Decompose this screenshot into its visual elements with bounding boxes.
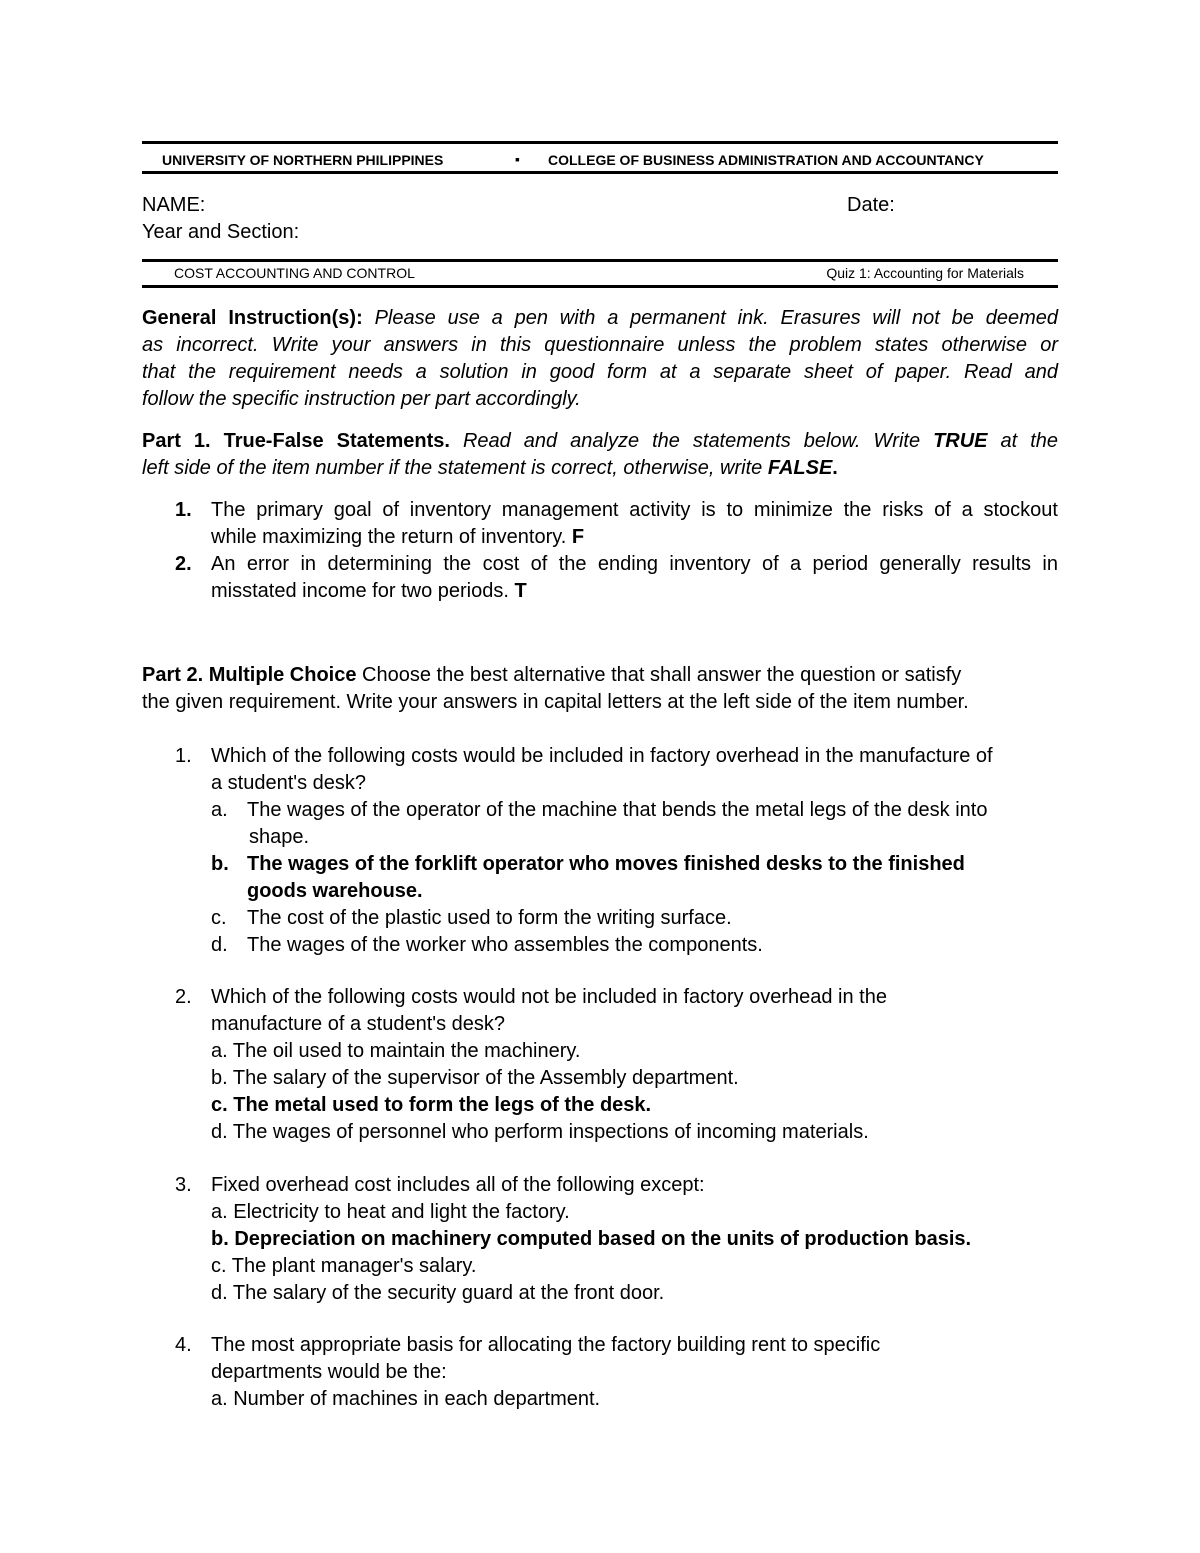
header-top-rule: [142, 141, 1058, 144]
separator-bullet: ▪: [515, 151, 520, 167]
quiz-title: Quiz 1: Accounting for Materials: [826, 265, 1024, 281]
part1-instructions: Part 1. True-False Statements. Read and analyze the statements below. Write TRUE at the left side of the item number if the statement is correct, otherwise, write FALSE.: [142, 430, 1058, 479]
part2-label: Part 2. Multiple Choice: [142, 664, 357, 686]
tf-answer-1: F: [571, 526, 585, 548]
general-instructions-label: General Instruction(s):: [142, 307, 363, 329]
course-title: COST ACCOUNTING AND CONTROL: [174, 265, 415, 281]
q2-option-b: b. The salary of the supervisor of the Assembly department.: [211, 1067, 739, 1089]
q3-option-d: d. The salary of the security guard at the front door.: [211, 1282, 665, 1304]
college-name: COLLEGE OF BUSINESS ADMINISTRATION AND ACCOUNTANCY: [548, 152, 984, 168]
university-name: UNIVERSITY OF NORTHERN PHILIPPINES: [162, 152, 444, 168]
tf-answer-2: T: [514, 580, 527, 602]
q1-option-b: b. The wages of the forklift operator who moves finished desks to the finished: [211, 853, 965, 875]
q2-option-a: a. The oil used to maintain the machinery.: [211, 1040, 581, 1062]
q3-option-a: a. Electricity to heat and light the factory.: [211, 1201, 570, 1223]
q1-option-d: d. The wages of the worker who assembles the components.: [211, 934, 763, 956]
part1-label: Part 1. True-False Statements.: [142, 430, 450, 452]
course-bottom-rule: [142, 285, 1058, 288]
course-top-rule: [142, 259, 1058, 262]
general-instructions: General Instruction(s): Please use a pen with a permanent ink. Erasures will not be deemed as incorrect. Write your answers in this questionnaire unless the problem states otherwise or that the requirement needs a solution in good form at a separate sheet of paper. Read and follow the specific instruction per part accordingly.: [142, 307, 1058, 410]
year-section-label: Year and Section:: [142, 221, 300, 243]
name-label: NAME:: [142, 194, 206, 216]
part2-instructions: Part 2. Multiple Choice Choose the best alternative that shall answer the question or satisfy the given requirement. Write your answers in capital letters at the left side of the item number.: [142, 664, 969, 713]
q3-option-b: b. Depreciation on machinery computed based on the units of production basis.: [211, 1228, 972, 1250]
q1-option-a: a. The wages of the operator of the machine that bends the metal legs of the desk into: [211, 799, 988, 821]
q1-option-c: c. The cost of the plastic used to form the writing surface.: [211, 907, 732, 929]
q2-option-d: d. The wages of personnel who perform inspections of incoming materials.: [211, 1121, 869, 1143]
q2-option-c: c. The metal used to form the legs of the desk.: [211, 1094, 652, 1116]
q3-option-c: c. The plant manager's salary.: [211, 1255, 477, 1277]
header-bottom-rule: [142, 171, 1058, 174]
date-label: Date:: [847, 194, 895, 216]
q4-option-a: a. Number of machines in each department.: [211, 1388, 601, 1410]
